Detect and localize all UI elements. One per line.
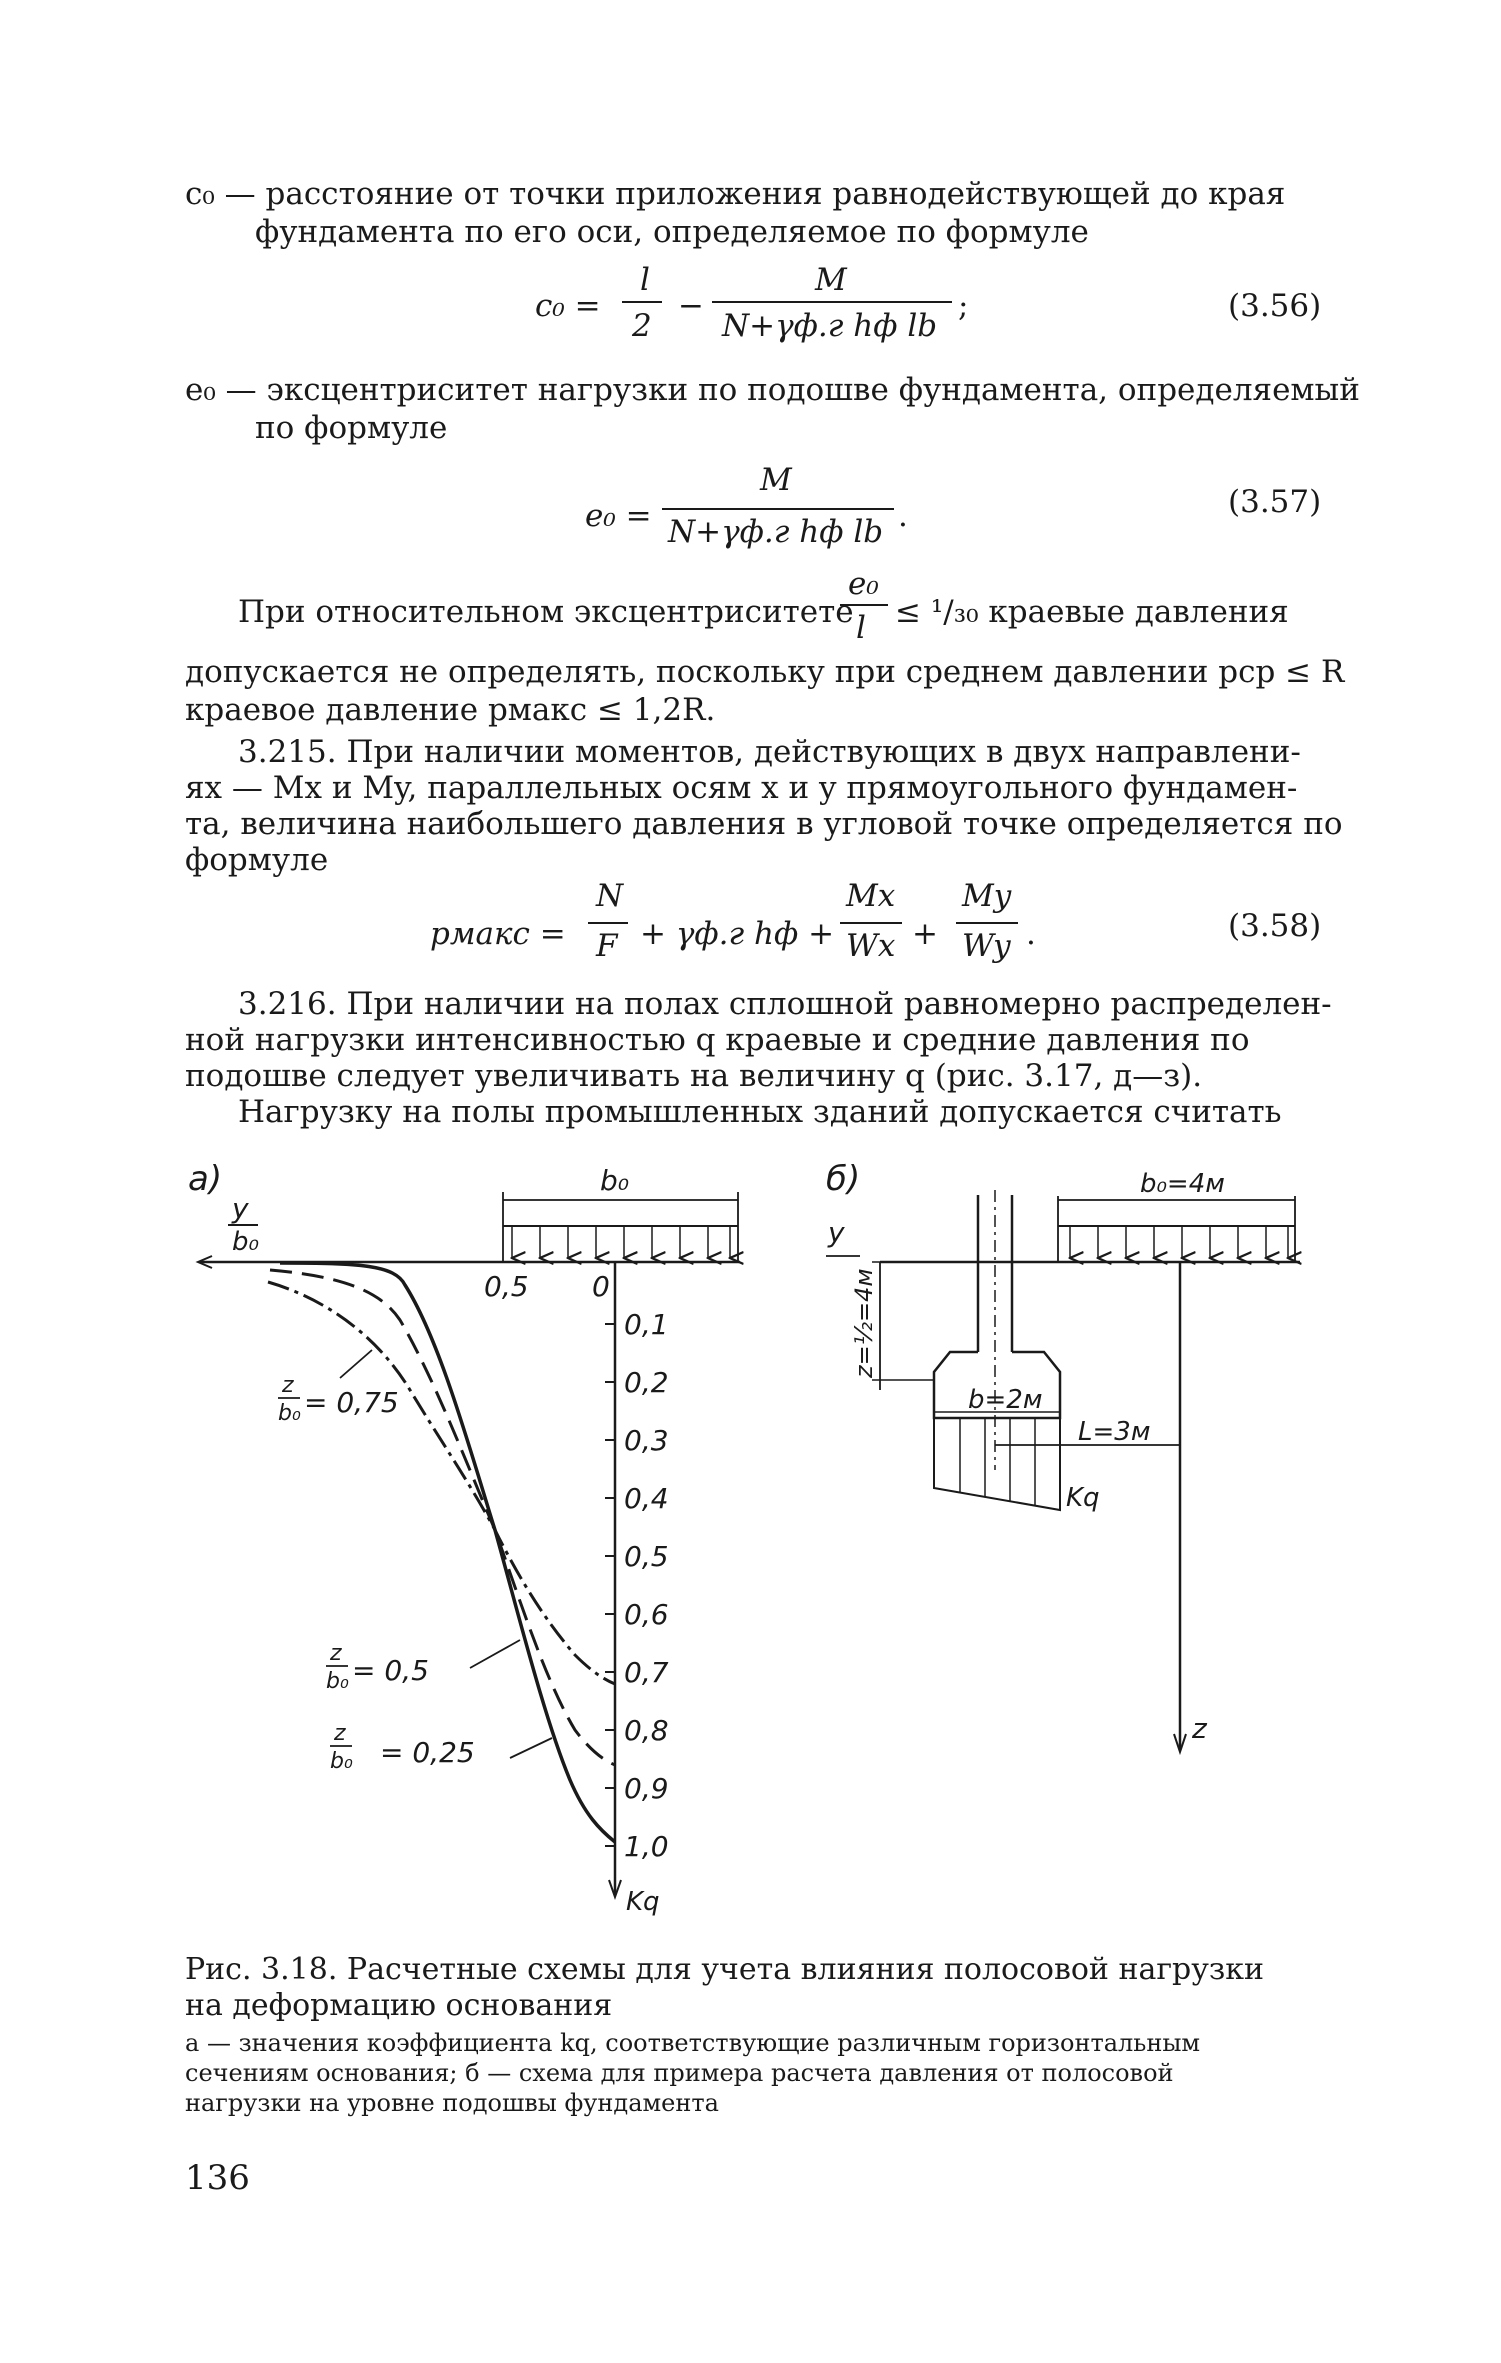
- label-0: 0: [592, 1270, 610, 1303]
- text-line: 3.216. При наличии на полах сплошной равномерно распределен-: [238, 986, 1332, 1022]
- tick-label: 0,8: [624, 1714, 669, 1747]
- leader-line: [340, 1350, 372, 1378]
- caption-desc: нагрузки на уровне подошвы фундамента: [185, 2089, 719, 2117]
- y-ratio-den: b₀: [232, 1227, 259, 1257]
- curve-label-0-5: [326, 1640, 520, 1694]
- tick-label: 0,2: [624, 1366, 669, 1399]
- equation-number: (3.58): [1228, 908, 1322, 944]
- tick-label: 0,9: [624, 1772, 669, 1805]
- ratio-den: b₀: [326, 1669, 349, 1694]
- z-axis-label: z: [1192, 1712, 1207, 1745]
- text-line: ≤ ¹/₃₀ краевые давления: [895, 594, 1289, 630]
- caption-title: Рис. 3.18. Расчетные схемы для учета влияния полосовой нагрузки: [185, 1952, 1265, 1987]
- load-arrows: [1070, 1226, 1288, 1258]
- panel-a-label: а): [188, 1159, 223, 1199]
- eq-den: 2: [632, 308, 652, 344]
- leader-line: [510, 1738, 552, 1758]
- kq-label: Kq: [1066, 1483, 1100, 1513]
- eq-den: N+γф.г hф lb: [722, 308, 938, 344]
- equation-number: (3.57): [1228, 484, 1322, 520]
- b0-label: b₀: [600, 1164, 629, 1197]
- pressure-diagram: [934, 1418, 1060, 1510]
- inline-frac-den: l: [856, 610, 866, 646]
- text-line: формуле: [185, 842, 329, 878]
- text-line: допускается не определять, поскольку при среднем давлении pср ≤ R: [185, 654, 1345, 690]
- eq-den: N+γф.г hф lb: [668, 514, 884, 550]
- ratio-den: b₀: [278, 1401, 301, 1426]
- text-line: по формуле: [255, 410, 448, 446]
- text-line: Нагрузку на полы промышленных зданий допускается считать: [238, 1094, 1282, 1130]
- eq-lhs: pмакс =: [430, 916, 566, 952]
- curve-z-b0-0-75: [268, 1282, 615, 1684]
- eq-num: l: [640, 262, 650, 298]
- text-line: краевое давление pмакс ≤ 1,2R.: [185, 692, 716, 728]
- depth-label: z=½=4м: [850, 1268, 878, 1378]
- tick-label: 0,7: [624, 1656, 669, 1689]
- text-line: При относительном эксцентриситете: [238, 594, 854, 630]
- eq-minus: −: [678, 288, 704, 324]
- inline-frac-num: e₀: [848, 566, 879, 602]
- caption-desc: а — значения коэффициента kq, соответствующие различным горизонтальным: [185, 2029, 1201, 2057]
- tick-label: 0,4: [624, 1482, 669, 1515]
- load-arrows: [512, 1226, 730, 1258]
- panel-b: [826, 1159, 1300, 1752]
- ratio-num: z: [334, 1721, 346, 1746]
- ratio-den: b₀: [330, 1749, 353, 1774]
- panel-a: [188, 1159, 740, 1917]
- text-line: 3.215. При наличии моментов, действующих в двух направлени-: [238, 734, 1301, 770]
- text-line: подошве следует увеличивать на величину q (рис. 3.17, д—з).: [185, 1058, 1203, 1094]
- eq-den: Wx: [846, 928, 896, 964]
- text-line: ной нагрузки интенсивностью q краевые и средние давления по: [185, 1022, 1250, 1058]
- ratio-num: z: [282, 1373, 294, 1398]
- tick-label: 0,3: [624, 1424, 669, 1457]
- eq-num: M: [815, 262, 847, 298]
- tick-label: 1,0: [624, 1830, 669, 1863]
- leader-line: [470, 1640, 520, 1668]
- eq-den: Wy: [962, 928, 1011, 964]
- eq-num: N: [596, 878, 624, 914]
- label-0-5: 0,5: [484, 1270, 529, 1303]
- eq-den: F: [596, 928, 618, 964]
- axis-ticks: [605, 1324, 615, 1846]
- ratio-num: z: [330, 1641, 342, 1666]
- curve-label-0-75: [278, 1350, 399, 1426]
- y-label: y: [828, 1216, 845, 1249]
- eq-lhs: c₀ =: [535, 288, 601, 324]
- eq-tail: .: [898, 498, 908, 534]
- y-label: y: [232, 1192, 249, 1225]
- caption-title: на деформацию основания: [185, 1988, 613, 2023]
- eq-num: My: [962, 878, 1012, 914]
- tick-label: 0,1: [624, 1308, 669, 1341]
- page-number: 136: [185, 2158, 250, 2198]
- b-label: b=2м: [968, 1385, 1043, 1415]
- ratio-value: = 0,75: [304, 1386, 399, 1419]
- curve-label-0-25: [330, 1721, 552, 1774]
- equation-number: (3.56): [1228, 288, 1322, 324]
- eq-plus: +: [912, 916, 938, 952]
- tick-label: 0,6: [624, 1598, 669, 1631]
- b0-dimension: b₀=4м: [1140, 1169, 1225, 1199]
- eq-mid: + γф.г hф +: [640, 916, 835, 952]
- text-line: фундамента по его оси, определяемое по формуле: [255, 214, 1089, 250]
- eq-tail: ;: [958, 288, 969, 324]
- tick-label: 0,5: [624, 1540, 669, 1573]
- eq-num: M: [760, 462, 792, 498]
- kq-axis-label: Kq: [626, 1887, 660, 1917]
- text-line: та, величина наибольшего давления в угловой точке определяется по: [185, 806, 1343, 842]
- text-line-e0: e₀ — эксцентриситет нагрузки по подошве фундамента, определяемый: [185, 372, 1360, 408]
- ratio-value: = 0,5: [352, 1654, 429, 1687]
- L-label: L=3м: [1078, 1417, 1151, 1447]
- eq-lhs: e₀ =: [585, 498, 652, 534]
- caption-desc: сечениям основания; б — схема для примера расчета давления от полосовой: [185, 2059, 1174, 2087]
- text-line: ях — Mx и My, параллельных осям x и y прямоугольного фундамен-: [185, 770, 1298, 806]
- curve-z-b0-0-5: [270, 1270, 615, 1765]
- eq-tail: .: [1026, 916, 1036, 952]
- ratio-value: = 0,25: [380, 1736, 475, 1769]
- pressure-hatch: [960, 1418, 1035, 1506]
- text-line-c0: c₀ — расстояние от точки приложения равнодействующей до края: [185, 176, 1286, 212]
- panel-b-label: б): [826, 1159, 861, 1199]
- eq-num: Mx: [846, 878, 896, 914]
